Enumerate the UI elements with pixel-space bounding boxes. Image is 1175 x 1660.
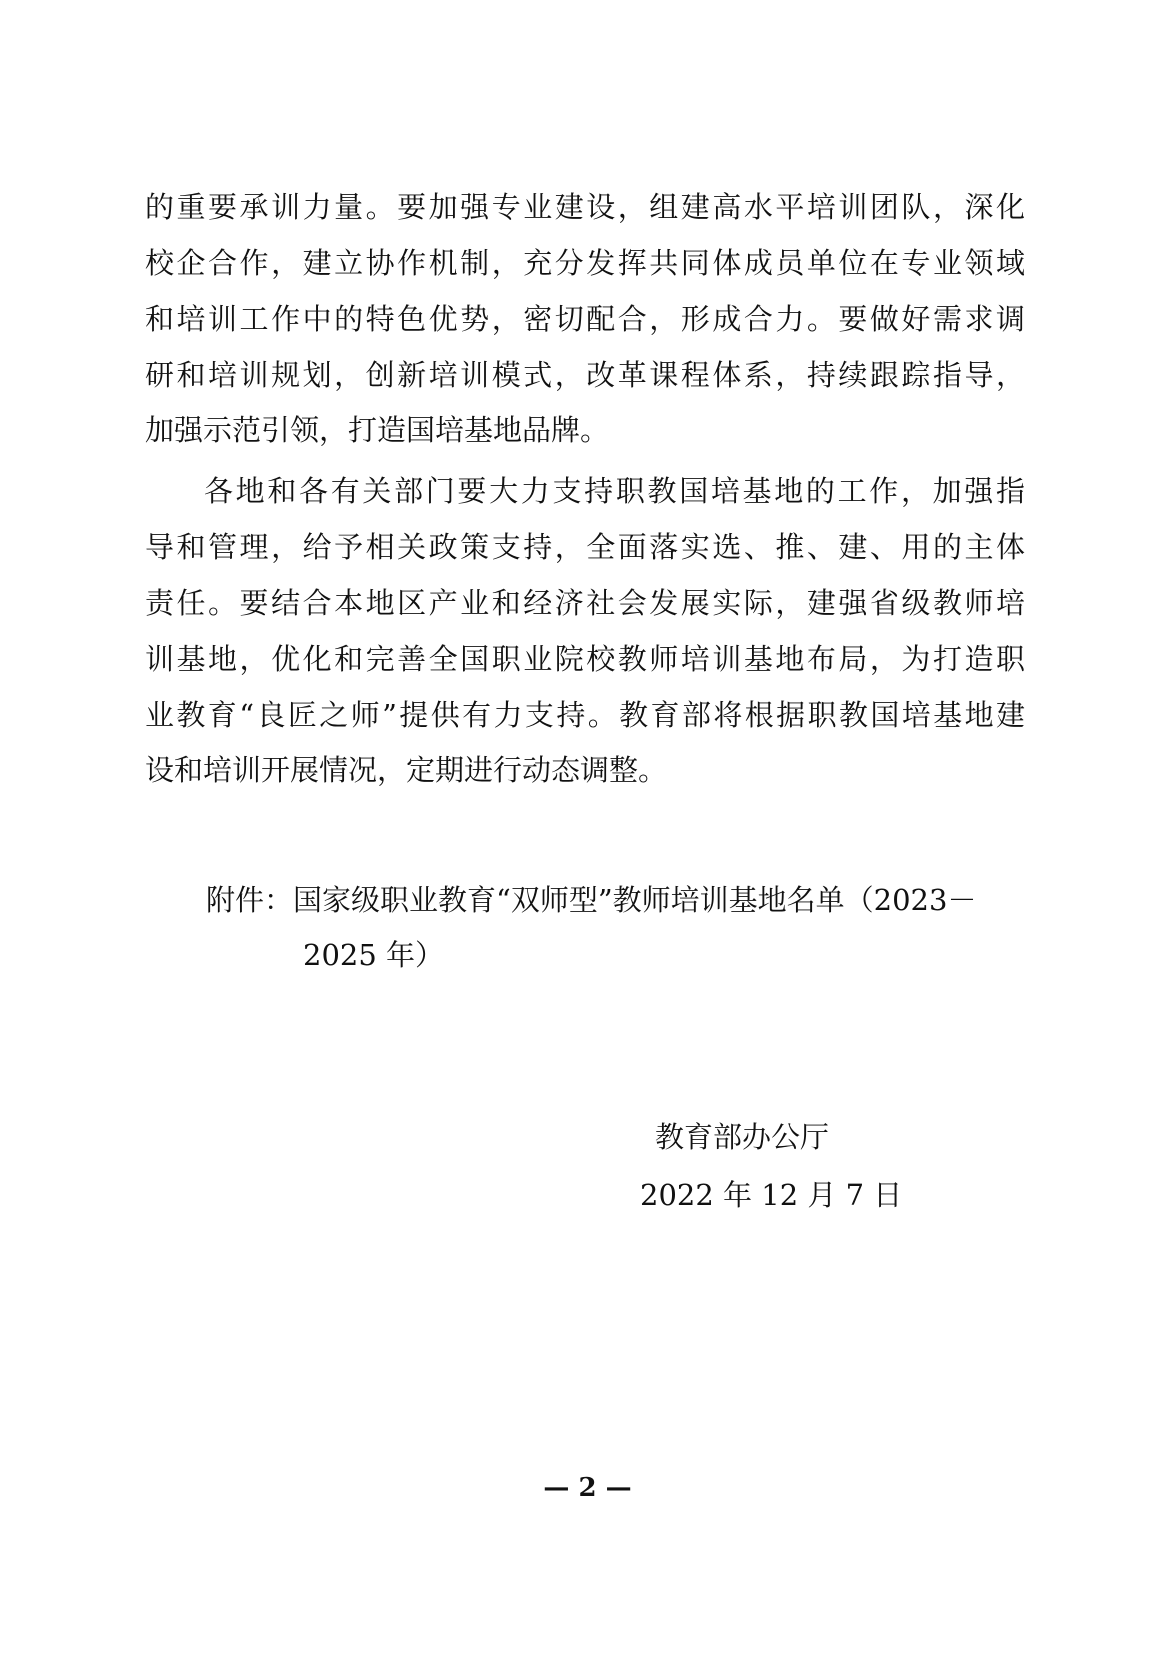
paragraph-2-line-6: 设和培训开展情况，定期进行动态调整。 [145, 753, 668, 787]
paragraph-1-line-3: 和培训工作中的特色优势，密切配合，形成合力。要做好需求调 [145, 302, 1025, 336]
attachment-line-2: 2025 年） [303, 938, 445, 972]
page-number: — 2 — [543, 1473, 632, 1503]
paragraph-2-line-2: 导和管理，给予相关政策支持，全面落实选、推、建、用的主体 [145, 530, 1025, 564]
paragraph-1-line-5: 加强示范引领，打造国培基地品牌。 [145, 413, 610, 447]
paragraph-1-line-4: 研和培训规划，创新培训模式，改革课程体系，持续跟踪指导， [145, 358, 1025, 392]
paragraph-2-line-1: 各地和各有关部门要大力支持职教国培基地的工作，加强指 [204, 474, 1025, 508]
paragraph-2-line-3: 责任。要结合本地区产业和经济社会发展实际，建强省级教师培 [145, 586, 1025, 620]
paragraph-1-line-2: 校企合作，建立协作机制，充分发挥共同体成员单位在专业领域 [145, 246, 1025, 280]
paragraph-2-line-4: 训基地，优化和完善全国职业院校教师培训基地布局，为打造职 [145, 642, 1025, 676]
paragraph-1-line-1: 的重要承训力量。要加强专业建设，组建高水平培训团队，深化 [145, 190, 1025, 224]
signature-organization: 教育部办公厅 [655, 1120, 830, 1154]
signature-date: 2022 年 12 月 7 日 [640, 1178, 903, 1212]
attachment-line-1: 附件：国家级职业教育“双师型”教师培训基地名单（2023－ [206, 883, 977, 917]
paragraph-2-line-5: 业教育“良匠之师”提供有力支持。教育部将根据职教国培基地建 [145, 698, 1025, 732]
